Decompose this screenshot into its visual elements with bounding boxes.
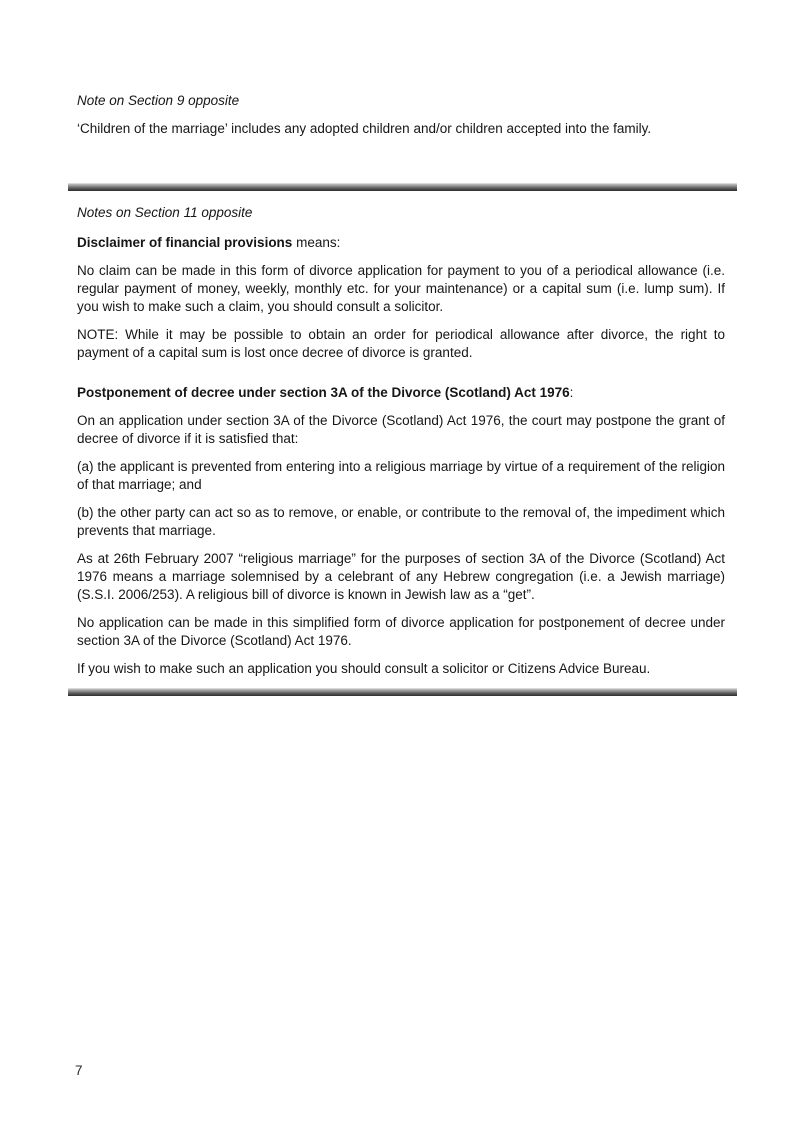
section11-note-heading: Notes on Section 11 opposite (77, 205, 253, 220)
section-divider-top (68, 183, 737, 191)
postponement-item-a: (a) the applicant is prevented from entering into a religious marriage by virtue of a requirement of the religion of that marriage; and (77, 459, 725, 492)
postponement-heading-bold: Postponement of decree under section 3A of the Divorce (Scotland) Act 1976 (77, 385, 570, 400)
postponement-paragraph-religious-marriage: As at 26th February 2007 “religious marriage” for the purposes of section 3A of the Divorce (Scotland) Act 1976 means a marriage solemnised by a celebrant of any Hebrew congregation (i.e. a Jewish marriage) (S.S.I. 2006/253). A religious bill of divorce is known in Jewish law as a “get”. (77, 551, 725, 602)
section-divider-bottom (68, 688, 737, 696)
disclaimer-heading-rest: means: (292, 235, 341, 250)
section9-note-heading: Note on Section 9 opposite (77, 93, 240, 108)
postponement-heading (77, 384, 725, 402)
disclaimer-note-paragraph: NOTE: While it may be possible to obtain an order for periodical allowance after divorce, the right to payment of a capital sum is lost once decree of divorce is granted. (77, 327, 725, 360)
postponement-paragraph-no-application: No application can be made in this simplified form of divorce application for postponement of decree under section 3A of the Divorce (Scotland) Act 1976. (77, 615, 725, 648)
postponement-heading-rest: : (569, 385, 574, 400)
postponement-paragraph-intro: On an application under section 3A of the Divorce (Scotland) Act 1976, the court may postpone the grant of decree of divorce if it is satisfied that: (77, 413, 725, 446)
page-number: 7 (75, 1063, 83, 1078)
postponement-paragraph-consult: If you wish to make such an application you should consult a solicitor or Citizens Advice Bureau. (77, 661, 651, 676)
postponement-item-b: (b) the other party can act so as to remove, or enable, or contribute to the removal of, the impediment which prevents that marriage. (77, 505, 725, 538)
disclaimer-heading-bold: Disclaimer of financial provisions (77, 235, 293, 250)
disclaimer-heading (77, 234, 725, 252)
disclaimer-paragraph: No claim can be made in this form of divorce application for payment to you of a periodical allowance (i.e. regular payment of money, weekly, monthly etc. for your maintenance) or a capital sum (i.e. lump sum). If you wish to make such a claim, you should consult a solicitor. (77, 263, 725, 314)
section9-body: ‘Children of the marriage’ includes any adopted children and/or children accepted into the family. (77, 121, 652, 136)
